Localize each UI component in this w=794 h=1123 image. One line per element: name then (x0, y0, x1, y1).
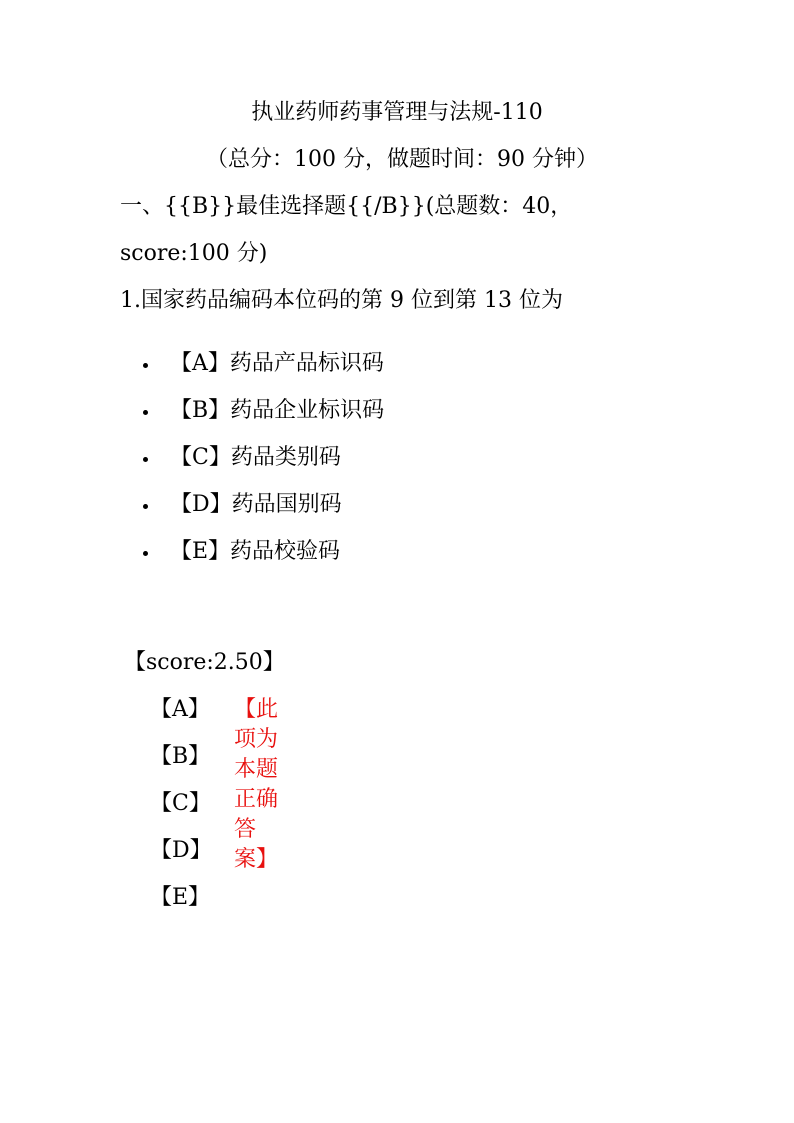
section-heading: 一、{{B}}最佳选择题{{/B}}(总题数：40， (120, 194, 573, 219)
bullet-icon (143, 504, 148, 509)
answer-key-label: 【E】 (150, 885, 211, 910)
option-label: 【A】药品产品标识码 (170, 351, 384, 376)
option-item-b (140, 396, 384, 443)
answer-row-e (150, 883, 212, 930)
answer-key-label: 【B】 (150, 744, 211, 769)
question-text: 1.国家药品编码本位码的第 9 位到第 13 位为 (120, 288, 563, 313)
option-label: 【E】药品校验码 (170, 539, 341, 564)
option-item-d (140, 490, 384, 537)
bullet-icon (143, 551, 148, 556)
answer-row-a (150, 695, 279, 872)
correct-answer-marker: 【此项为本题正确答案】 (234, 697, 279, 872)
answer-key-label: 【D】 (150, 838, 212, 863)
section-heading-continued: score:100 分) (120, 241, 268, 266)
answer-row-b (150, 742, 212, 789)
option-label: 【D】药品国别码 (170, 492, 342, 517)
answer-key-label: 【A】 (150, 697, 210, 722)
answer-key-list (150, 695, 279, 930)
page-title: 执业药师药事管理与法规-110 (251, 100, 543, 125)
option-list (140, 349, 384, 584)
option-label: 【C】药品类别码 (170, 445, 341, 470)
option-item-a (140, 349, 384, 396)
answer-key-label: 【C】 (150, 791, 211, 816)
answer-row-d (150, 836, 212, 883)
bullet-icon (143, 410, 148, 415)
answer-row-c (150, 789, 212, 836)
option-item-e (140, 537, 384, 584)
option-label: 【B】药品企业标识码 (170, 398, 385, 423)
exam-info: （总分：100 分，做题时间：90 分钟） (206, 147, 598, 172)
bullet-icon (143, 457, 148, 462)
option-item-c (140, 443, 384, 490)
question-score: 【score:2.50】 (124, 650, 285, 675)
bullet-icon (143, 363, 148, 368)
